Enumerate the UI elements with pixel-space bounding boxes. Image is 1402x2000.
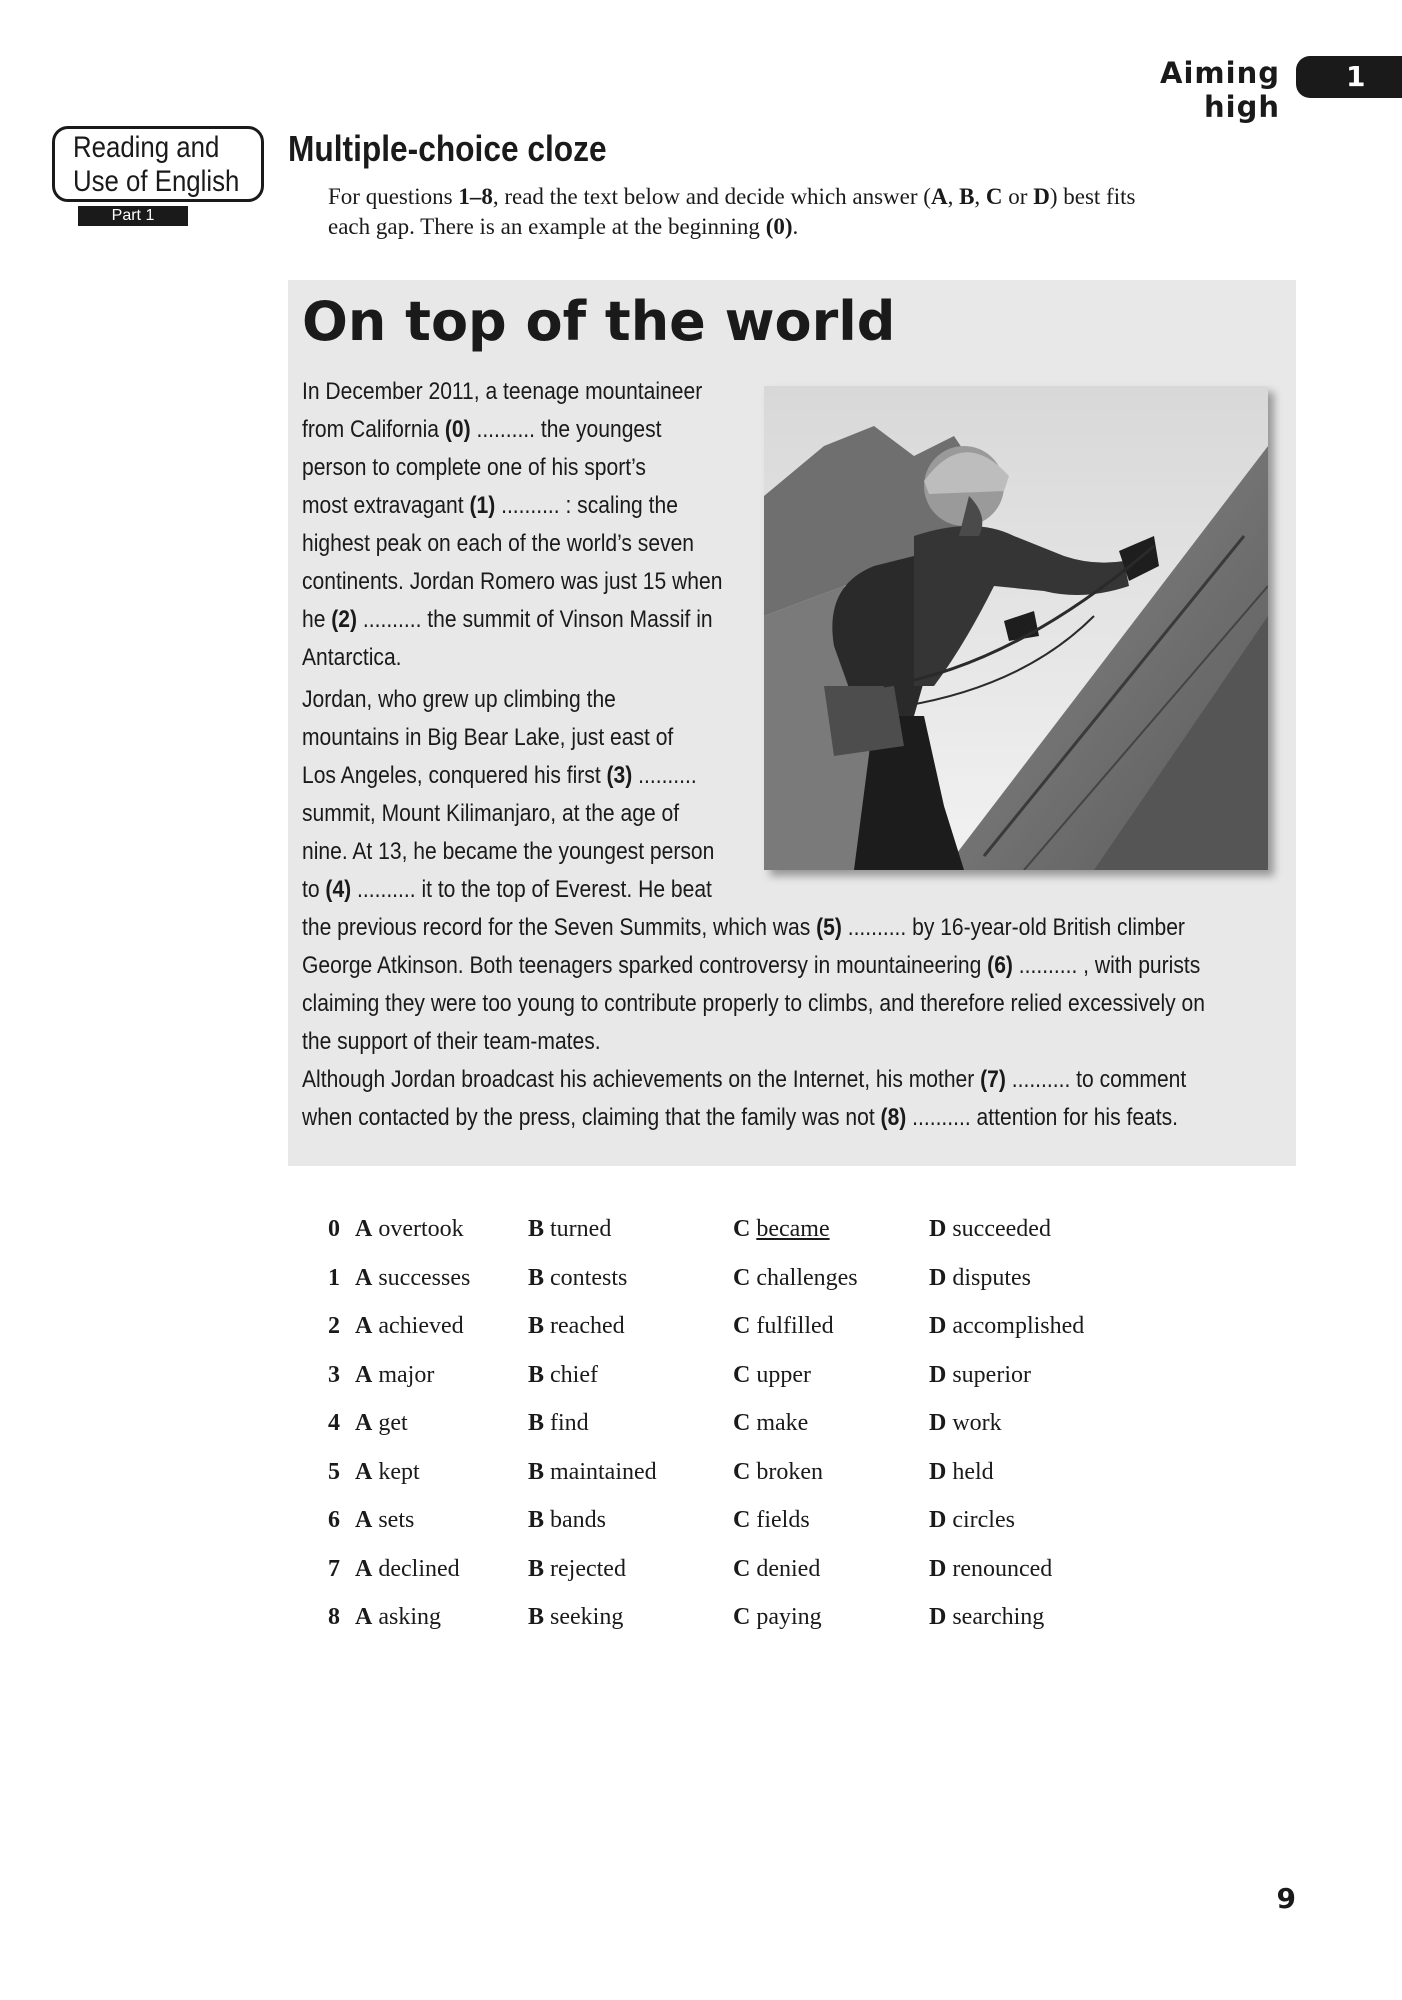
- question-number: 7: [328, 1555, 340, 1582]
- option-c: C paying: [733, 1604, 822, 1630]
- option-c: C became: [733, 1216, 830, 1242]
- question-number: 8: [328, 1604, 340, 1630]
- gap-number: (6): [987, 952, 1013, 979]
- option-c: C broken: [733, 1458, 823, 1485]
- page-number: 9: [1276, 1882, 1296, 1915]
- article-line: In December 2011, a teenage mountaineer: [302, 378, 703, 405]
- gap-number: (3): [606, 762, 633, 789]
- option-b: B reached: [528, 1313, 625, 1339]
- option-a: A successes: [355, 1264, 471, 1291]
- article-line: most extravagant (1) .......... : scaling the: [302, 492, 678, 519]
- gap-number: (4): [325, 876, 352, 903]
- article-line: the support of their team-mates.: [302, 1028, 601, 1055]
- option-c: C make: [733, 1410, 809, 1436]
- article-line: mountains in Big Bear Lake, just east of: [302, 724, 674, 751]
- gap-number: (8): [880, 1104, 907, 1131]
- option-c: C challenges: [733, 1264, 858, 1291]
- option-b: B turned: [528, 1216, 612, 1242]
- header-title: Aiming high: [1160, 56, 1280, 124]
- option-d: D disputes: [929, 1264, 1032, 1291]
- section-label-line-1: Reading and: [73, 131, 220, 164]
- option-b: B bands: [528, 1507, 607, 1533]
- article-line: highest peak on each of the world’s seven: [302, 530, 695, 557]
- option-b: B find: [528, 1410, 589, 1436]
- article-title: On top of the world: [302, 290, 896, 353]
- question-number: 3: [328, 1361, 340, 1388]
- option-d: D superior: [929, 1361, 1031, 1388]
- gap-number: (2): [331, 606, 358, 633]
- option-a: A declined: [355, 1555, 460, 1582]
- option-d: D accomplished: [929, 1313, 1085, 1339]
- gap-number: (5): [816, 914, 842, 941]
- article-line: Los Angeles, conquered his first (3) ..........: [302, 762, 697, 789]
- option-a: A major: [355, 1361, 435, 1388]
- option-d: D renounced: [929, 1555, 1053, 1582]
- option-d: D circles: [929, 1507, 1015, 1533]
- option-a: A kept: [355, 1458, 420, 1485]
- task-title: Multiple-choice cloze: [288, 128, 607, 169]
- article-line: claiming they were too young to contribute properly to climbs, and therefore relied excessively on: [302, 990, 1205, 1017]
- unit-number-tab: 1: [1296, 56, 1402, 98]
- option-a: A achieved: [355, 1313, 464, 1339]
- option-c: C upper: [733, 1361, 811, 1388]
- article-line: Jordan, who grew up climbing the: [302, 686, 616, 713]
- option-c: C fields: [733, 1507, 810, 1533]
- section-label-line-2: Use of English: [73, 165, 240, 198]
- question-number: 5: [328, 1458, 340, 1485]
- article-line: the previous record for the Seven Summits, which was (5) .......... by 16-year-old British climber: [302, 914, 1185, 941]
- option-b: B seeking: [528, 1604, 624, 1630]
- option-a: A get: [355, 1410, 408, 1436]
- article-line: Antarctica.: [302, 644, 402, 671]
- option-c: C denied: [733, 1555, 821, 1582]
- gap-number: (0): [444, 416, 471, 443]
- option-d: D held: [929, 1458, 994, 1485]
- article-line: Although Jordan broadcast his achievements on the Internet, his mother (7) .......... to comment: [302, 1066, 1187, 1093]
- gap-number: (7): [980, 1066, 1006, 1093]
- option-a: A sets: [355, 1507, 415, 1533]
- article-line: George Atkinson. Both teenagers sparked controversy in mountaineering (6) .......... , with purists: [302, 952, 1201, 979]
- article-line: when contacted by the press, claiming that the family was not (8) .......... attention for his feats.: [302, 1104, 1179, 1131]
- gap-number: (1): [469, 492, 496, 519]
- question-number: 0: [328, 1216, 340, 1242]
- article-line: from California (0) .......... the youngest: [302, 416, 662, 443]
- article-line: continents. Jordan Romero was just 15 when: [302, 568, 723, 595]
- article-line: to (4) .......... it to the top of Everest. He beat: [302, 876, 712, 903]
- option-a: A overtook: [355, 1216, 464, 1242]
- question-number: 6: [328, 1507, 340, 1533]
- option-d: D succeeded: [929, 1216, 1051, 1242]
- option-b: B contests: [528, 1264, 628, 1291]
- question-number: 2: [328, 1313, 340, 1339]
- option-c: C fulfilled: [733, 1313, 834, 1339]
- option-d: D work: [929, 1410, 1002, 1436]
- article-line: summit, Mount Kilimanjaro, at the age of: [302, 800, 680, 827]
- climber-photo: [764, 386, 1268, 870]
- part-label: Part 1: [78, 206, 188, 226]
- article-line: nine. At 13, he became the youngest person: [302, 838, 715, 865]
- option-b: B chief: [528, 1361, 598, 1388]
- option-b: B maintained: [528, 1458, 657, 1485]
- article-line: he (2) .......... the summit of Vinson Massif in: [302, 606, 713, 633]
- task-instructions: For questions 1–8, read the text below and decide which answer (A, B, C or D) best fits each gap. There is an example at the beginning (0).: [328, 184, 1136, 239]
- option-d: D searching: [929, 1604, 1045, 1630]
- question-number: 1: [328, 1264, 340, 1291]
- section-label-box: [52, 126, 264, 202]
- option-b: B rejected: [528, 1555, 626, 1582]
- option-a: A asking: [355, 1604, 442, 1630]
- question-number: 4: [328, 1410, 340, 1436]
- article-line: person to complete one of his sport’s: [302, 454, 646, 481]
